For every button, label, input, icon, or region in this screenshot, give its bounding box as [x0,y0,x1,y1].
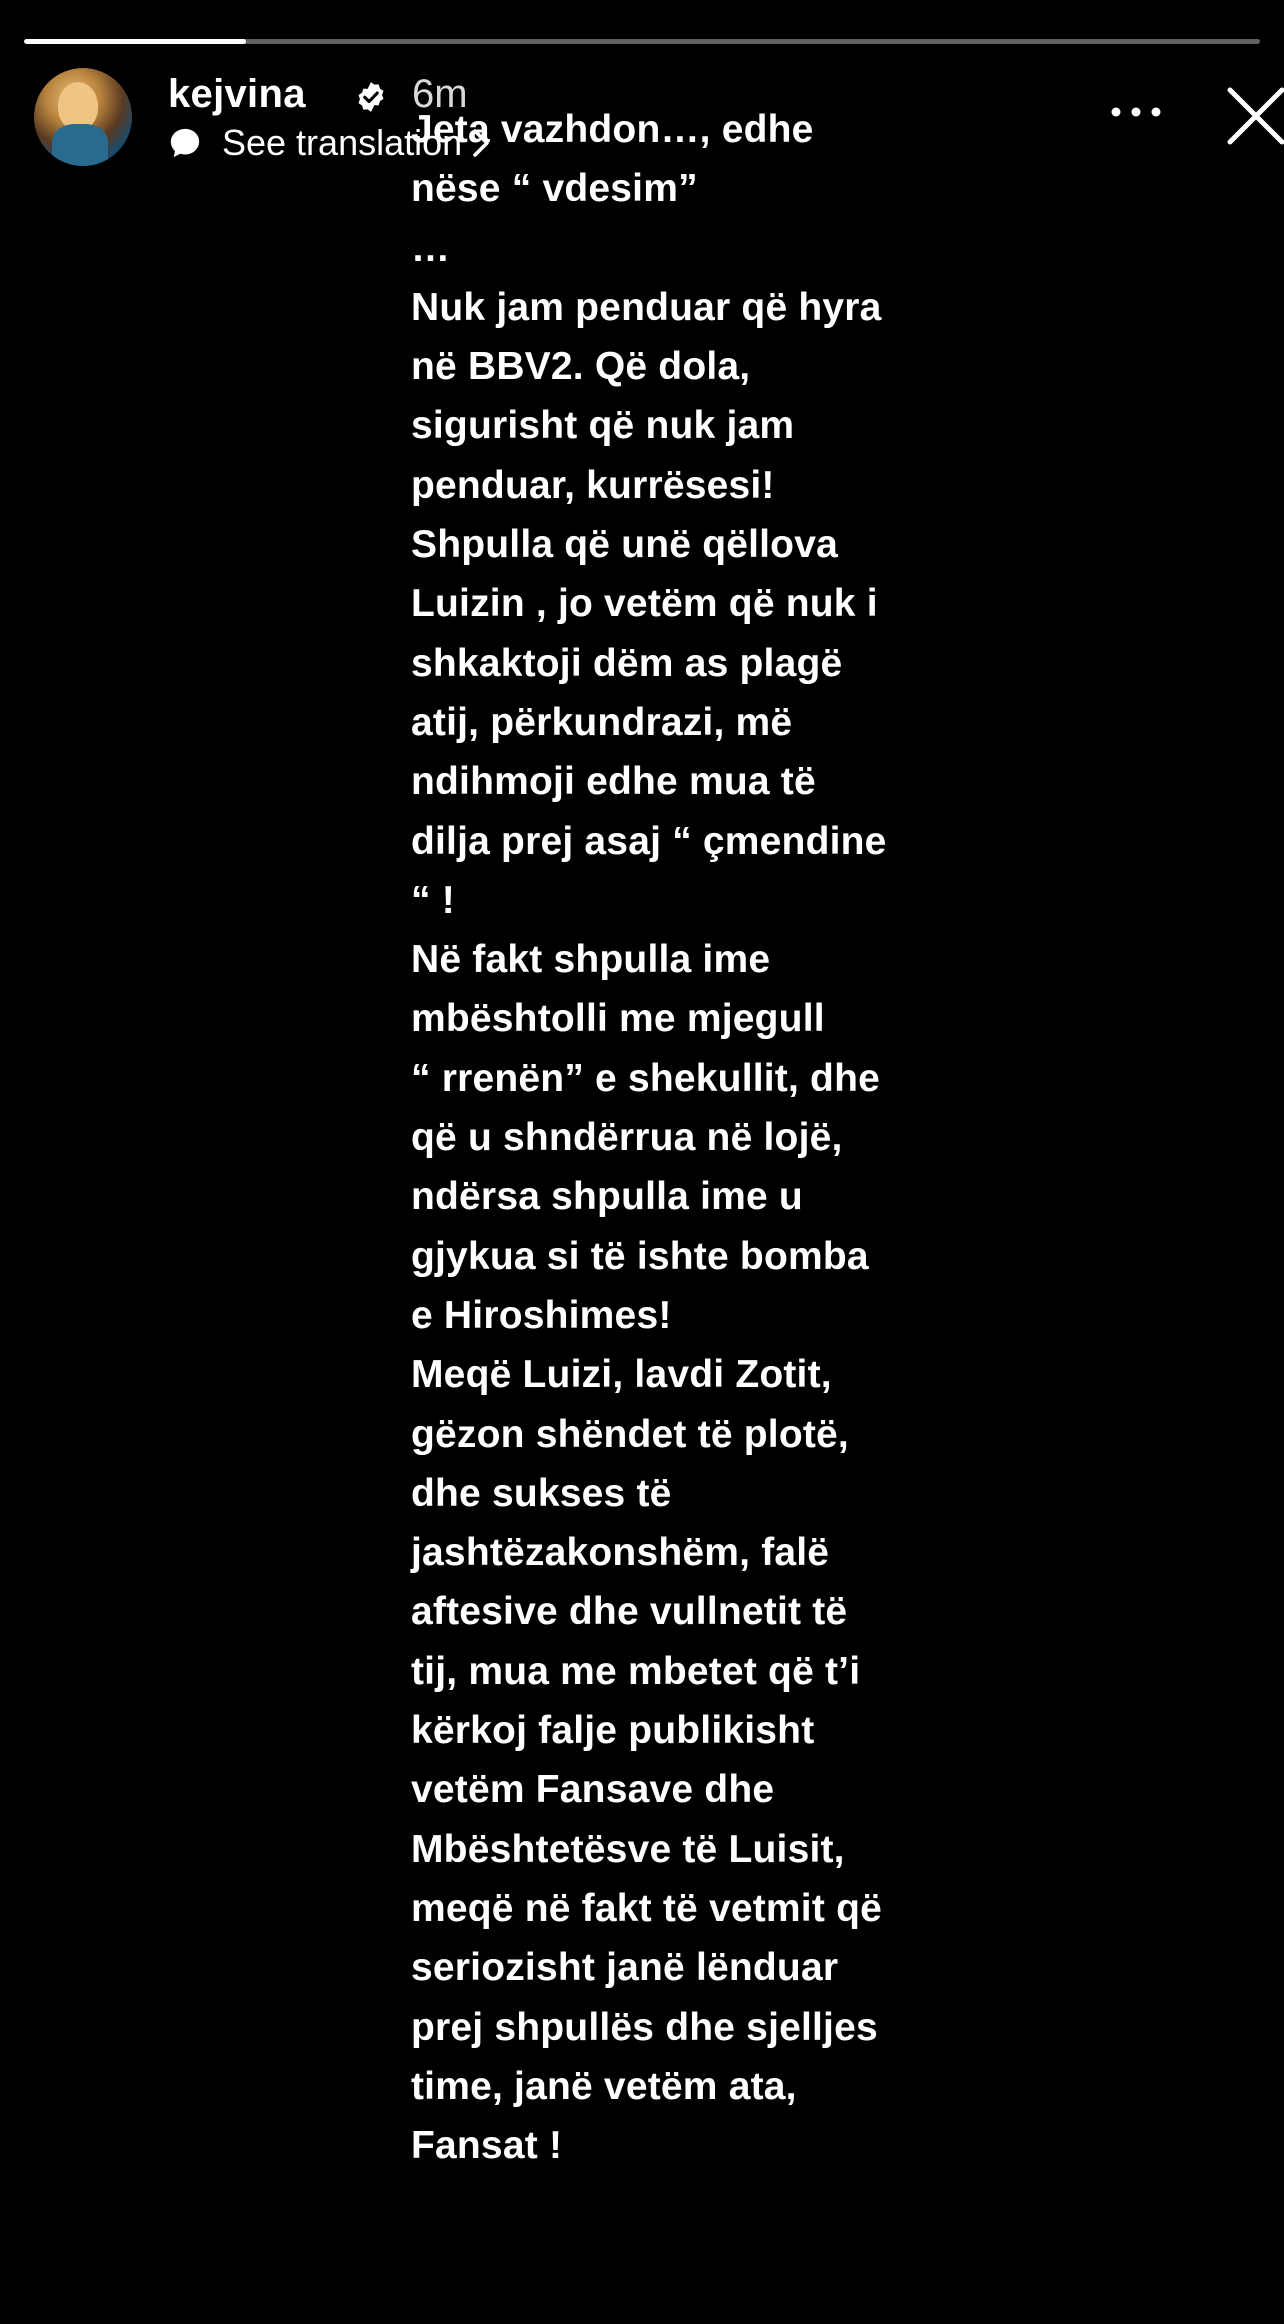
close-button[interactable] [1224,84,1284,148]
story-text-line: Fansat ! [411,2124,563,2168]
story-text-line: në BBV2. Që dola, [411,345,751,389]
story-text-line: prej shpullës dhe sjelljes [411,2005,878,2049]
more-options-button[interactable] [1106,92,1166,132]
story-text-line: time, janë vetëm ata, [411,2064,797,2108]
story-text-line: atij, përkundrazi, më [411,700,793,744]
story-text-line: Nuk jam penduar që hyra [411,285,882,329]
story-text-line: e Hiroshimes! [411,1293,672,1337]
story-text [411,100,971,2175]
story-text-line: Meqë Luizi, lavdi Zotit, [411,1353,832,1397]
story-text-line: kërkoj falje publikisht [411,1709,815,1753]
verified-badge-icon [354,80,388,114]
see-translation-label: See translation [222,122,463,163]
story-text-line: Jeta vazhdon…, edhe [411,108,814,151]
story-text-line: penduar, kurrësesi! [411,463,775,507]
avatar[interactable] [34,68,132,166]
story-text-line: nëse “ vdesim” [411,167,698,211]
story-progress-fill [24,39,246,44]
story-text-line: gjykua si të ishte bomba [411,1234,869,1278]
story-text-line: ndërsa shpulla ime u [411,1175,803,1219]
story-text-line: Shpulla që unë qëllova [411,523,838,567]
story-text-line: mbështolli me mjegull [411,997,825,1041]
story-text-line: Mbështetësve të Luisit, [411,1827,845,1871]
story-text-line: shkaktoji dëm as plagë [411,641,843,685]
story-text-line: dhe sukses të [411,1471,672,1515]
story-text-line: gëzon shëndet të plotë, [411,1412,849,1456]
story-text-line: “ rrenën” e shekullit, dhe [411,1056,880,1100]
translate-bubble-icon [168,126,202,160]
story-text-line: meqë në fakt të vetmit që [411,1886,882,1930]
story-text-line: tij, mua me mbetet që t’i [411,1649,861,1693]
story-text-line: seriozisht janë lënduar [411,1946,839,1990]
story-text-line: që u shndërrua në lojë, [411,1116,843,1160]
story-text-line: vetëm Fansave dhe [411,1768,775,1812]
story-text-line: Luizin , jo vetëm që nuk i [411,582,878,626]
story-text-line: jashtëzakonshëm, falë [411,1531,830,1575]
story-text-line: Në fakt shpulla ime [411,938,771,982]
story-text-line: ndihmoji edhe mua të [411,760,816,804]
story-text-line: aftesive dhe vullnetit të [411,1590,848,1634]
story-text-line: “ ! [411,878,455,922]
story-text-line: sigurisht që nuk jam [411,404,795,448]
story-progress-bar [24,39,1260,44]
post-time: 6m [412,72,468,116]
story-text-line: … [411,226,451,270]
username[interactable]: kejvina [168,72,306,116]
story-text-line: dilja prej asaj “ çmendine [411,819,887,863]
